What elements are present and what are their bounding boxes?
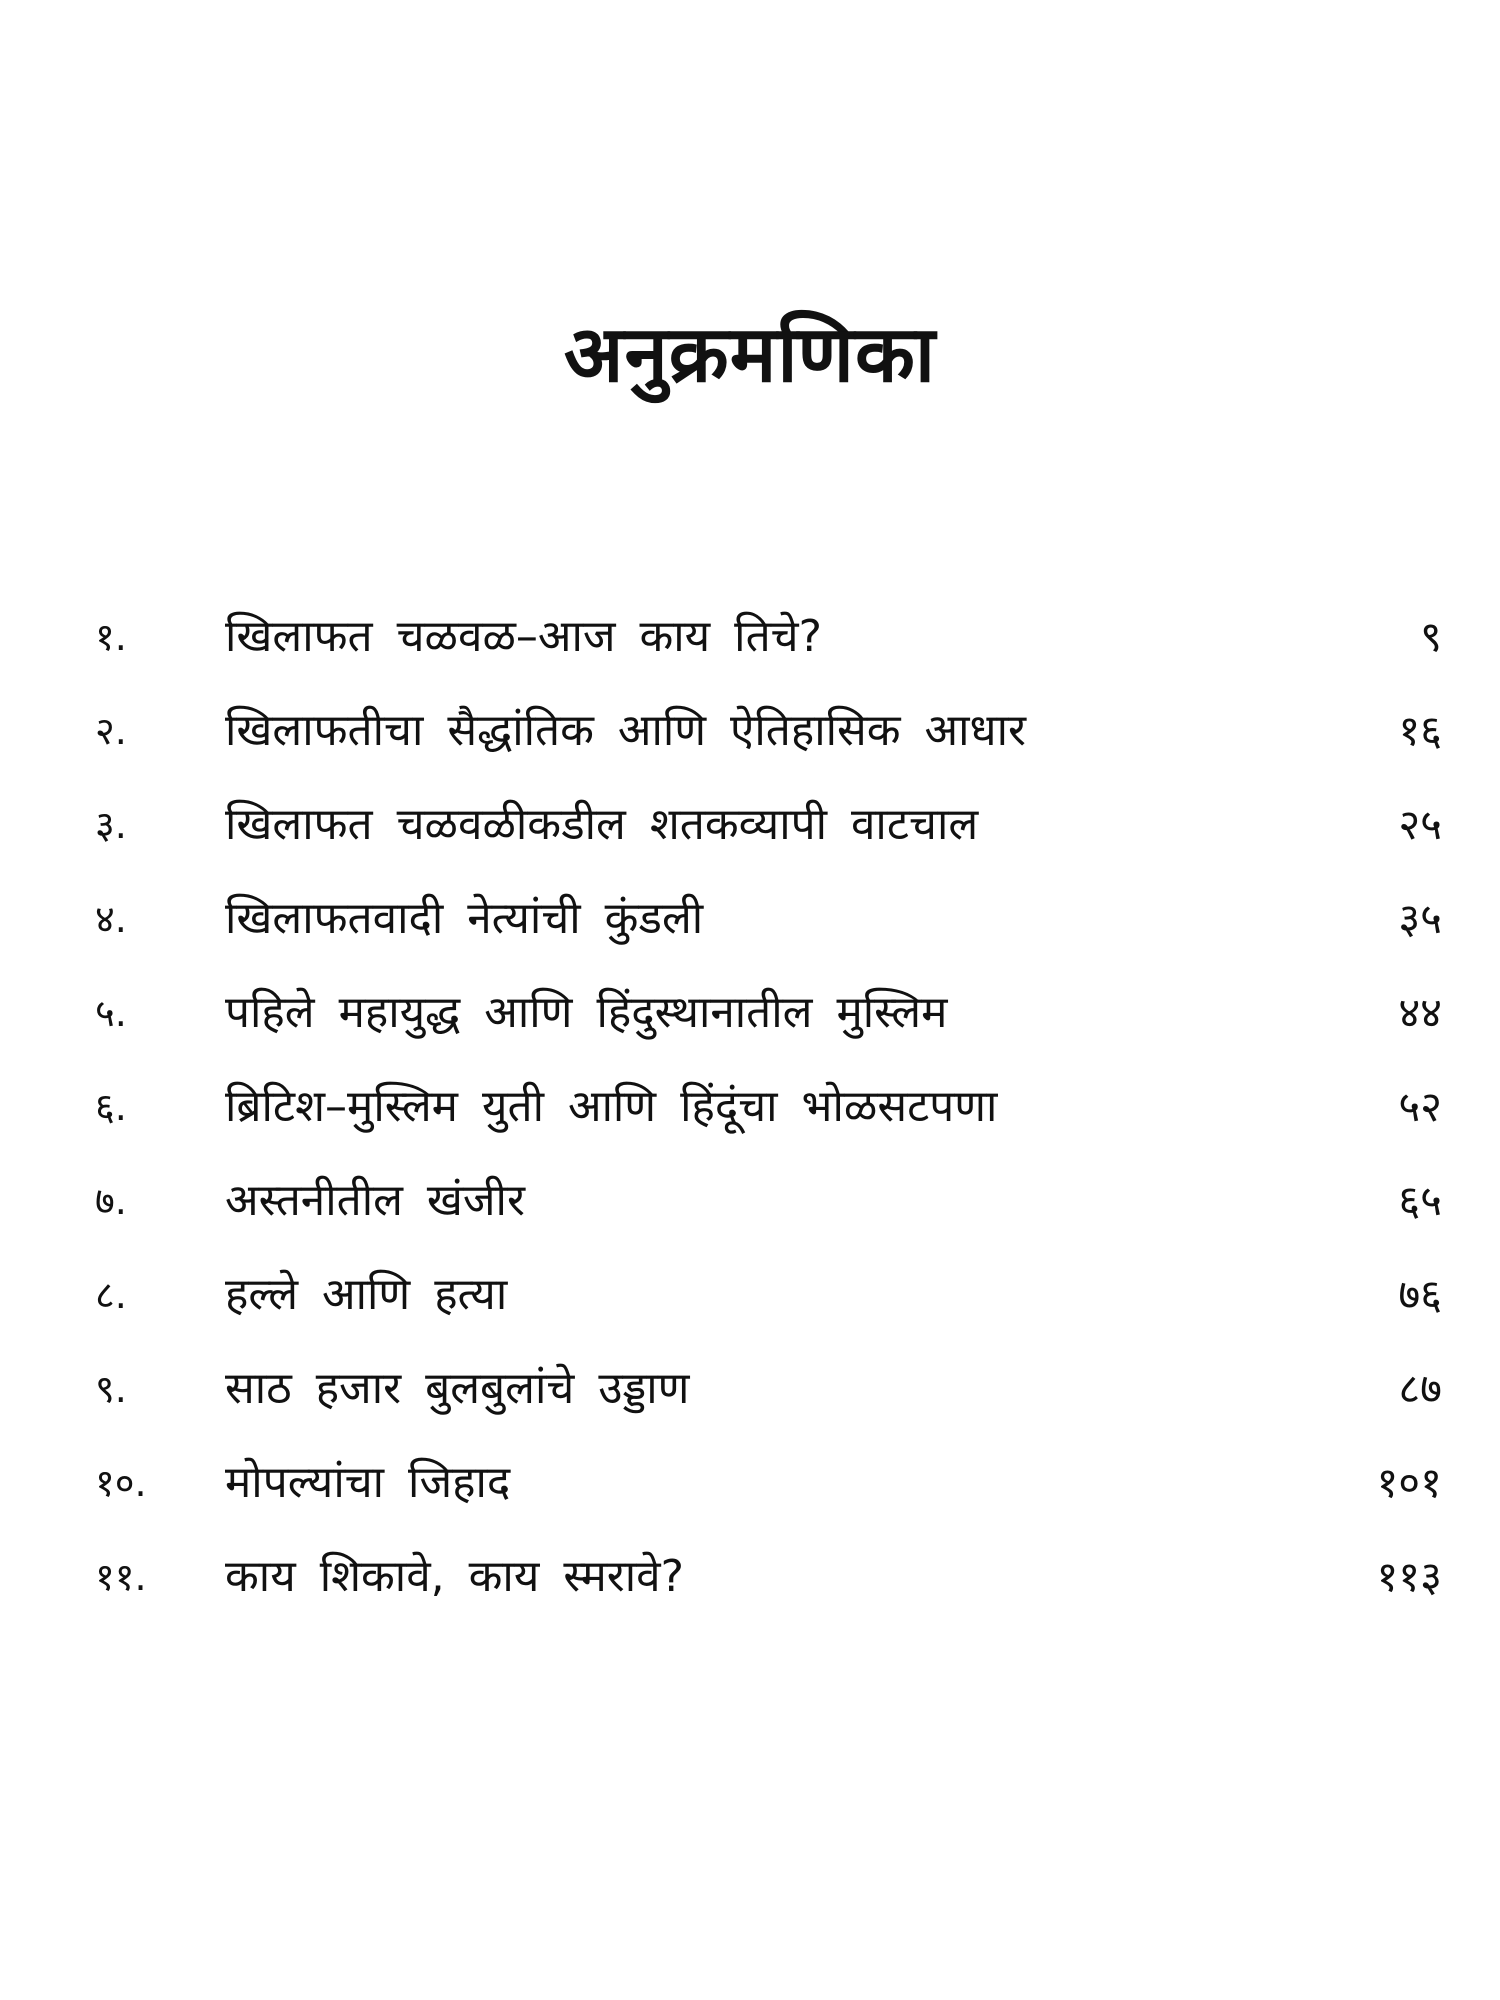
toc-entry: [0, 1248, 1500, 1342]
toc-entry: [0, 1060, 1500, 1154]
toc-entry-number: २.: [95, 709, 127, 753]
toc-entry-title: ब्रिटिश–मुस्लिम युती आणि हिंदूंचा भोळसटपणा: [225, 1081, 998, 1132]
toc-entry: [0, 872, 1500, 966]
toc-entry-number: ८.: [95, 1273, 127, 1317]
toc-entry-page: १०१: [1376, 1458, 1442, 1507]
toc-entry-page: ९: [1420, 612, 1442, 661]
table-of-contents: [0, 590, 1500, 1690]
toc-entry-title: हल्ले आणि हत्या: [225, 1269, 508, 1320]
toc-entry-title: खिलाफतवादी नेत्यांची कुंडली: [225, 893, 704, 944]
toc-entry-title: मोपल्यांचा जिहाद: [225, 1457, 511, 1508]
toc-entry-page: ४४: [1398, 988, 1442, 1037]
toc-entry-number: ११.: [95, 1555, 147, 1599]
toc-entry-title: खिलाफत चळवळीकडील शतकव्यापी वाटचाल: [225, 799, 979, 850]
toc-entry: [0, 1530, 1500, 1624]
toc-entry-page: ३५: [1398, 894, 1442, 943]
toc-entry: [0, 684, 1500, 778]
toc-entry-page: ५२: [1398, 1082, 1442, 1131]
toc-entry: [0, 1436, 1500, 1530]
toc-entry-page: ७६: [1398, 1270, 1442, 1319]
toc-entry-number: ९.: [95, 1367, 127, 1411]
toc-entry: [0, 1154, 1500, 1248]
toc-entry-number: ३.: [95, 803, 127, 847]
toc-entry-page: १६: [1398, 706, 1442, 755]
toc-entry-number: ४.: [95, 897, 127, 941]
toc-entry-title: काय शिकावे, काय स्मरावे?: [225, 1551, 684, 1602]
toc-entry-title: खिलाफत चळवळ–आज काय तिचे?: [225, 611, 822, 662]
toc-entry-page: २५: [1398, 800, 1442, 849]
toc-entry: [0, 778, 1500, 872]
toc-entry-page: ८७: [1398, 1364, 1442, 1413]
toc-entry-title: साठ हजार बुलबुलांचे उड्डाण: [225, 1363, 690, 1414]
toc-entry-number: ६.: [95, 1085, 127, 1129]
toc-entry: [0, 590, 1500, 684]
toc-entry-title: पहिले महायुद्ध आणि हिंदुस्थानातील मुस्लिम: [225, 987, 948, 1038]
toc-entry-page: ११३: [1376, 1552, 1442, 1601]
toc-entry-page: ६५: [1398, 1176, 1442, 1225]
toc-entry-number: ७.: [95, 1179, 127, 1223]
toc-entry-number: १०.: [95, 1461, 147, 1505]
toc-entry-number: १.: [95, 615, 127, 659]
toc-entry-number: ५.: [95, 991, 127, 1035]
toc-entry-title: अस्तनीतील खंजीर: [225, 1175, 525, 1226]
toc-entry: [0, 966, 1500, 1060]
page-title: अनुक्रमणिका: [563, 310, 937, 400]
toc-entry: [0, 1342, 1500, 1436]
toc-entry-title: खिलाफतीचा सैद्धांतिक आणि ऐतिहासिक आधार: [225, 705, 1026, 756]
